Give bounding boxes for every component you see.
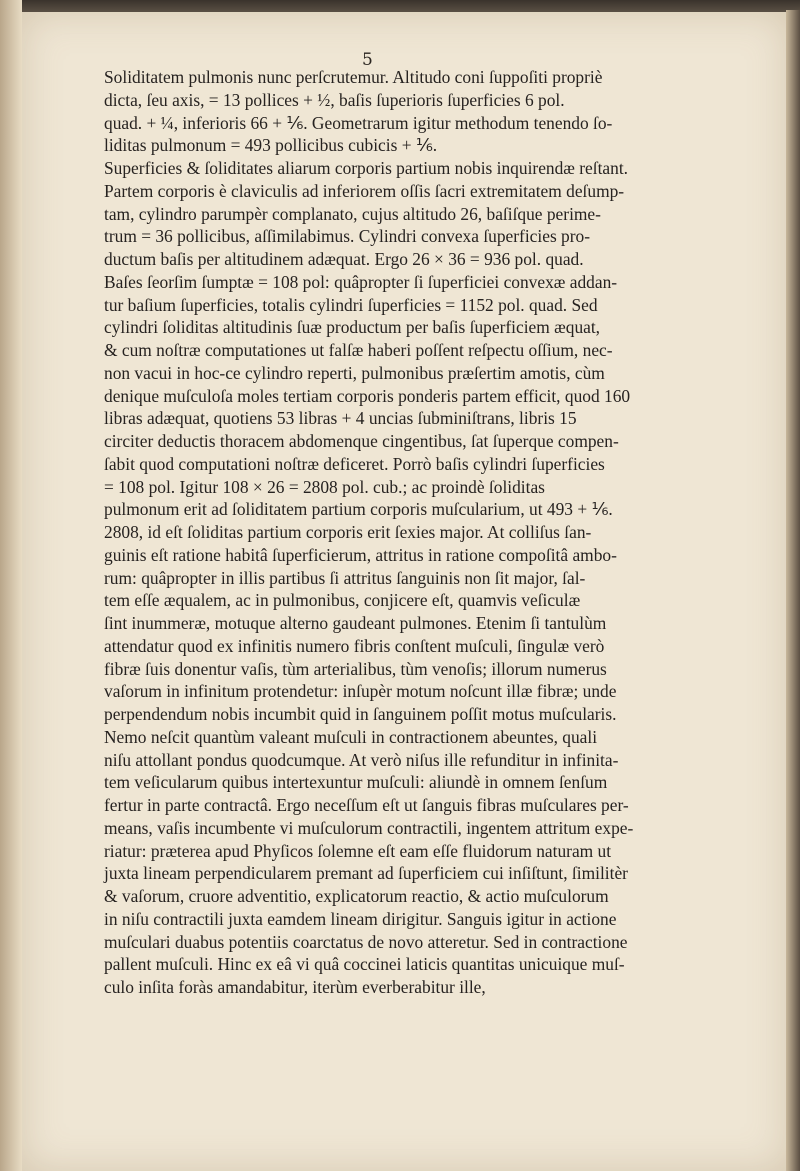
text-line: means, vaſis incumbente vi muſculorum contractili, ingentem attritum expe- bbox=[104, 817, 634, 838]
text-line: Soliditatem pulmonis nunc perſcrutemur. Altitudo coni ſuppoſiti propriè bbox=[104, 67, 603, 87]
page-edge bbox=[786, 10, 800, 1171]
page-body bbox=[86, 66, 668, 999]
text-line: tem veſicularum quibus intertexuntur muſculi: aliundè in omnem ſenſum bbox=[104, 772, 608, 793]
text-line: denique muſculoſa moles tertiam corporis ponderis partem efficit, quod 160 bbox=[104, 385, 631, 406]
text-line: & vaſorum, cruore adventitio, explicatorum reactio, & actio muſculorum bbox=[104, 886, 609, 906]
text-line: 2808, id eſt ſoliditas partium corporis erit ſexies major. At colliſus ſan- bbox=[104, 522, 592, 542]
text-line: quad. + ¼, inferioris 66 + ⅙. Geometrarum igitur methodum tenendo ſo- bbox=[104, 112, 613, 133]
text-line: ſabit quod computationi noſtræ deficeret. Porrò baſis cylindri ſuperficies bbox=[104, 453, 605, 474]
text-line: libras adæquat, quotiens 53 libras + 4 uncias ſubminiſtrans, libris 15 bbox=[104, 408, 577, 429]
text-line: muſculari duabus potentiis coarctatus de novo atteretur. Sed in contractione bbox=[104, 931, 628, 952]
text-line: = 108 pol. Igitur 108 × 26 = 2808 pol. cub.; ac proindè ſoliditas bbox=[104, 476, 545, 497]
text-line: Baſes ſeorſim ſumptæ = 108 pol: quâpropter ſi ſuperficiei convexæ addan- bbox=[104, 271, 618, 292]
text-line: ductum baſis per altitudinem adæquat. Ergo 26 × 36 = 936 pol. quad. bbox=[104, 249, 584, 269]
text-line: juxta lineam perpendicularem premant ad ſuperficiem cui inſiſtunt, ſimilitèr bbox=[104, 863, 628, 884]
text-line: cylindri ſoliditas altitudinis ſuæ productum per baſis ſuperficiem æquat, bbox=[104, 317, 601, 338]
text-line: pulmonum erit ad ſoliditatem partium corporis muſcularium, ut 493 + ⅙. bbox=[104, 499, 613, 520]
text-line: Partem corporis è claviculis ad inferiorem oſſis ſacri extremitatem deſump- bbox=[104, 180, 625, 201]
paragraph-2 bbox=[86, 157, 668, 999]
text-line: rum: quâpropter in illis partibus ſi attritus ſanguinis non ſit major, ſal- bbox=[104, 567, 586, 588]
text-line: & cum noſtræ computationes ut falſæ haberi poſſent reſpectu oſſium, nec- bbox=[104, 340, 613, 360]
paragraph-1 bbox=[86, 66, 668, 157]
text-line: fibræ ſuis donentur vaſis, tùm arterialibus, tùm venoſis; illorum numerus bbox=[104, 658, 607, 679]
text-line: ſint inummeræ, motuque alterno gaudeant pulmones. Etenim ſi tantulùm bbox=[104, 613, 607, 633]
text-line: tur baſium ſuperficies, totalis cylindri ſuperficies = 1152 pol. quad. Sed bbox=[104, 294, 598, 315]
text-line: guinis eſt ratione habitâ ſuperficierum, attritus in ratione compoſitâ ambo- bbox=[104, 544, 617, 565]
book-spine bbox=[0, 0, 22, 1171]
text-line: non vacui in hoc-ce cylindro reperti, pulmonibus præſertim amotis, cùm bbox=[104, 362, 605, 383]
text-line: perpendendum nobis incumbit quid in ſanguinem poſſit motus muſcularis. bbox=[104, 704, 617, 724]
text-line: vaſorum in infinitum protendetur: inſupèr motum noſcunt illæ fibræ; unde bbox=[104, 681, 617, 702]
text-line: trum = 36 pollicibus, aſſimilabimus. Cylindri convexa ſuperficies pro- bbox=[104, 226, 591, 247]
text-line: pallent muſculi. Hinc ex eâ vi quâ coccinei laticis quantitas unicuique muſ- bbox=[104, 954, 625, 975]
text-line: dicta, ſeu axis, = 13 pollices + ½, baſis ſuperioris ſuperficies 6 pol. bbox=[104, 89, 565, 110]
text-line: in niſu contractili juxta eamdem lineam dirigitur. Sanguis igitur in actione bbox=[104, 908, 617, 929]
text-line: niſu attollant pondus quodcumque. At verò niſus ille refunditur in infinita- bbox=[104, 749, 619, 770]
text-line: tam, cylindro parumpèr complanato, cujus altitudo 26, baſiſque perime- bbox=[104, 203, 601, 224]
text-line: fertur in parte contractâ. Ergo neceſſum eſt ut ſanguis fibras muſculares per- bbox=[104, 795, 629, 815]
text-line: Superficies & ſoliditates aliarum corporis partium nobis inquirendæ reſtant. bbox=[104, 158, 629, 178]
text-line: riatur: præterea apud Phyſicos ſolemne eſt eam eſſe fluidorum naturam ut bbox=[104, 840, 612, 861]
text-line: tem eſſe æqualem, ac in pulmonibus, conjicere eſt, quamvis veſiculæ bbox=[104, 590, 581, 611]
text-line: attendatur quod ex infinitis numero fibris conſtent muſculi, ſingulæ verò bbox=[104, 635, 605, 656]
text-line: culo inſita foràs amandabitur, iterùm everberabitur ille, bbox=[104, 977, 486, 997]
page-number: 5 bbox=[362, 50, 373, 70]
text-line: Nemo neſcit quantùm valeant muſculi in contractionem abeuntes, quali bbox=[104, 726, 598, 747]
text-line: liditas pulmonum = 493 pollicibus cubicis + ⅙. bbox=[104, 135, 438, 156]
text-line: circiter deductis thoracem abdomenque cingentibus, ſat ſuperque compen- bbox=[104, 431, 619, 451]
